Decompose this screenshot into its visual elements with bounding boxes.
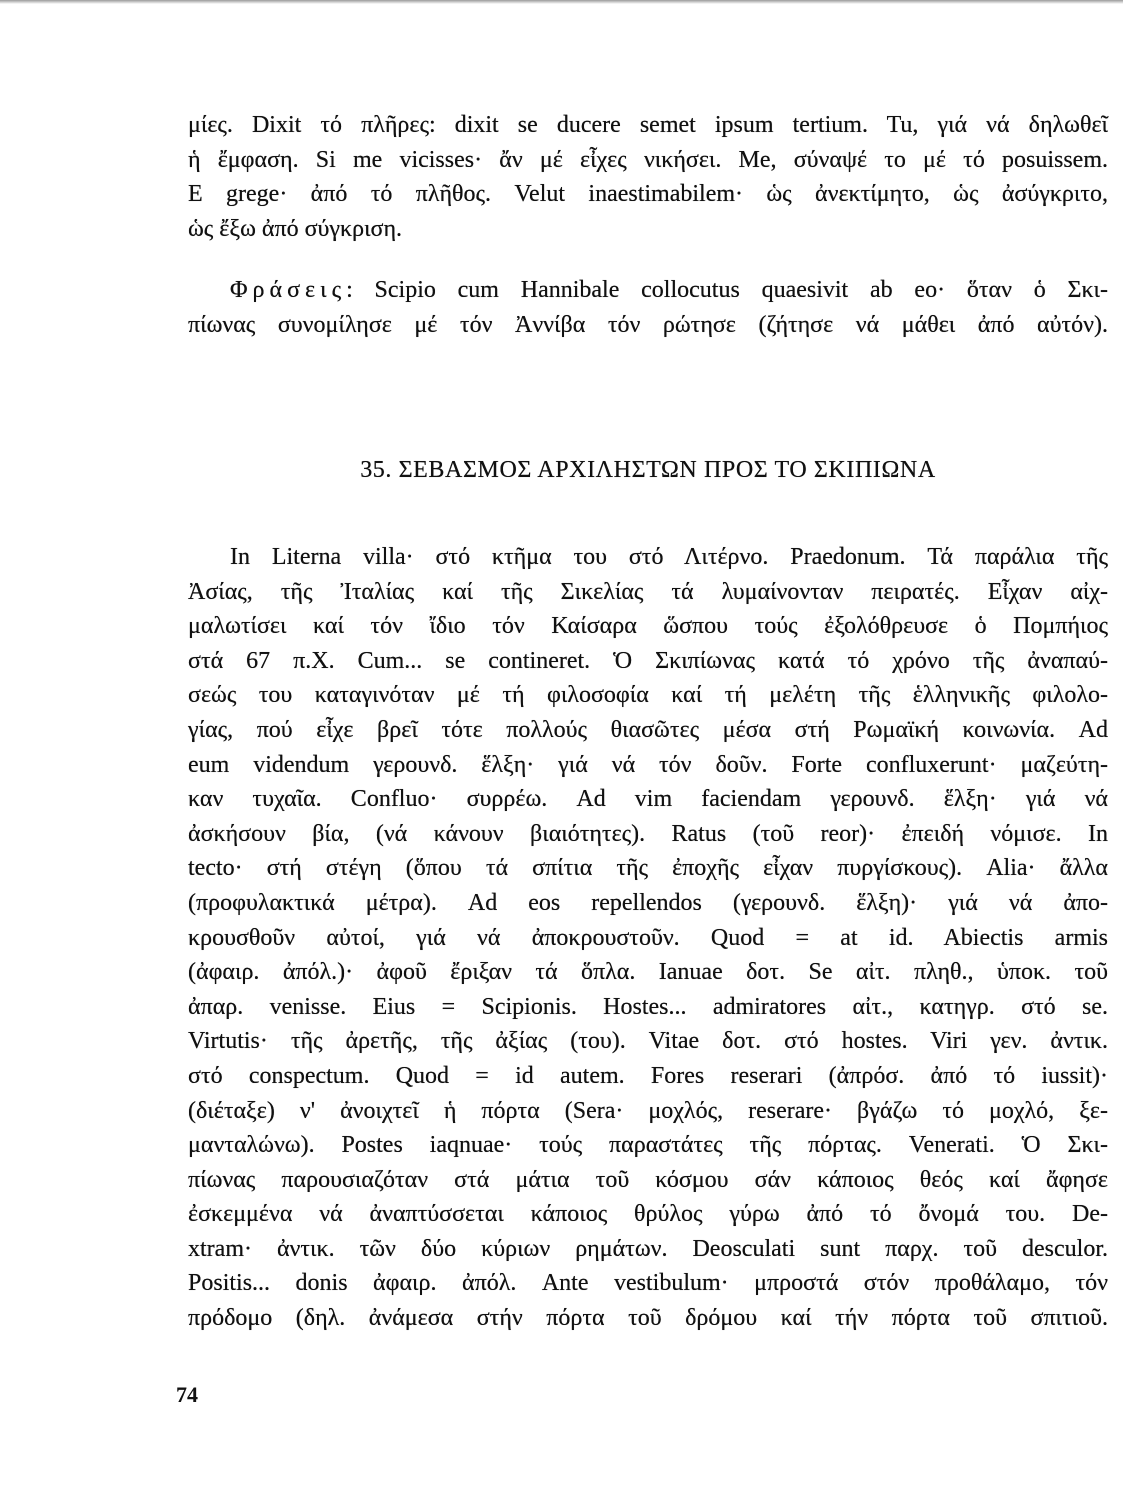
page-number: 74 <box>176 1382 198 1407</box>
text-line: πίωνας συνομίλησε μέ τόν Ἀννίβα τόν ρώτησε (ζήτησε νά μάθει ἀπό αὐτόν). <box>188 311 1108 338</box>
text-line: καν τυχαῖα. Confluo· συρρέω. Ad vim faciendam γερουνδ. ἕλξη· γιά νά <box>188 786 1108 813</box>
text-line: μίες. Dixit τό πλῆρες: dixit se ducere semet ipsum tertium. Tu, γιά νά δηλωθεῖ <box>188 112 1108 138</box>
section-body <box>188 540 1108 1336</box>
text-line: tecto· στή στέγη (ὅπου τά σπίτια τῆς ἐποχῆς εἶχαν πυργίσκους). Alia· ἄλλα <box>188 855 1108 882</box>
text-line: (διέταξε) ν' ἀνοιχτεῖ ἡ πόρτα (Sera· μοχλός, reserare· βγάζω τό μοχλό, ξε- <box>188 1097 1108 1124</box>
text-line: Virtutis· τῆς ἀρετῆς, τῆς ἀξίας (του). Vitae δοτ. στό hostes. Viri γεν. ἀντικ. <box>188 1028 1108 1055</box>
phrases-text: : Scipio cum Hannibale collocutus quaesivit ab eo· ὅταν ὁ Σκι- <box>346 277 1108 303</box>
text-line: μαλωτίσει καί τόν ἴδιο τόν Καίσαρα ὥσπου τούς ἐξολόθρευσε ὁ Πομπήιος <box>188 613 1108 640</box>
text-line: γίας, πού εἶχε βρεῖ τότε πολλούς θιασῶτες μέσα στή Ρωμαϊκή κοινωνία. Ad <box>188 716 1108 743</box>
text-line: στό conspectum. Quod = id autem. Fores reserari (ἀπρόσ. ἀπό τό iussit)· <box>188 1062 1108 1089</box>
text-line: E grege· ἀπό τό πλῆθος. Velut inaestimabilem· ὡς ἀνεκτίμητο, ὡς ἀσύγκριτο, <box>188 181 1108 208</box>
text-line: σεώς του καταγινόταν μέ τή φιλοσοφία καί τή μελέτη τῆς ἑλληνικῆς φιλολο- <box>188 682 1108 709</box>
text-line: ἐσκεμμένα νά ἀναπτύσσεται κάποιος θρύλος γύρω ἀπό τό ὄνομά του. De- <box>188 1201 1108 1228</box>
text-line: xtram· ἀντικ. τῶν δύο κύριων ρημάτων. Deosculati sunt παρχ. τοῦ desculor. <box>188 1235 1108 1262</box>
text-line: In Literna villa· στό κτῆμα του στό Λιτέρνο. Praedonum. Τά παράλια τῆς <box>230 544 1108 570</box>
notes-paragraph <box>188 108 1108 246</box>
phrases-label: Φράσεις <box>230 277 347 303</box>
text-line: ἀπαρ. venisse. Eius = Scipionis. Hostes... admiratores αἰτ., κατηγρ. στό se. <box>188 993 1108 1020</box>
text-line: στά 67 π.Χ. Cum... se contineret. Ὁ Σκιπίωνας κατά τό χρόνο τῆς ἀναπαύ- <box>188 647 1108 674</box>
text-line: κρουσθοῦν αὐτοί, γιά νά ἀποκρουστοῦν. Quod = at id. Abiectis armis <box>188 924 1108 951</box>
text-line: eum videndum γερουνδ. ἕλξη· γιά νά τόν δοῦν. Forte confluxerunt· μαζεύτη- <box>188 751 1108 778</box>
text-line: πίωνας παρουσιαζόταν στά μάτια τοῦ κόσμου σάν κάποιος θεός καί ἄφησε <box>188 1166 1108 1193</box>
text-line: ἡ ἔμφαση. Si me vicisses· ἄν μέ εἶχες νικήσει. Me, σύναψέ το μέ τό posuissem. <box>188 146 1108 173</box>
text-line: (ἀφαιρ. ἀπόλ.)· ἀφοῦ ἔριξαν τά ὅπλα. Ianuae δοτ. Se αἰτ. πληθ., ὑποκ. τοῦ <box>188 959 1108 986</box>
text-line: Ἀσίας, τῆς Ἰταλίας καί τῆς Σικελίας τά λυμαίνονταν πειρατές. Εἶχαν αἰχ- <box>188 578 1108 605</box>
scan-edge <box>0 0 1123 4</box>
text-line: Positis... donis ἀφαιρ. ἀπόλ. Ante vestibulum· μπροστά στόν προθάλαμο, τόν <box>188 1270 1108 1297</box>
text-line <box>188 273 1108 308</box>
text-line: ὡς ἔξω ἀπό σύγκριση. <box>188 215 403 242</box>
text-line: μανταλώνω). Postes iaqnuae· τούς παραστάτες τῆς πόρτας. Venerati. Ὁ Σκι- <box>188 1132 1108 1159</box>
text-line: ἀσκήσουν βία, (νά κάνουν βιαιότητες). Ratus (τοῦ reor)· ἐπειδή νόμισε. In <box>188 820 1108 847</box>
text-line: πρόδομο (δηλ. ἀνάμεσα στήν πόρτα τοῦ δρόμου καί τήν πόρτα τοῦ σπιτιοῦ. <box>188 1305 1108 1332</box>
text-line: (προφυλακτικά μέτρα). Ad eos repellendos (γερουνδ. ἕλξη)· γιά νά ἀπο- <box>188 889 1108 916</box>
phrases-paragraph <box>188 273 1108 342</box>
section-heading: 35. ΣΕΒΑΣΜΟΣ ΑΡΧΙΛΗΣΤΩΝ ΠΡΟΣ ΤΟ ΣΚΙΠΙΩΝΑ <box>360 457 936 483</box>
